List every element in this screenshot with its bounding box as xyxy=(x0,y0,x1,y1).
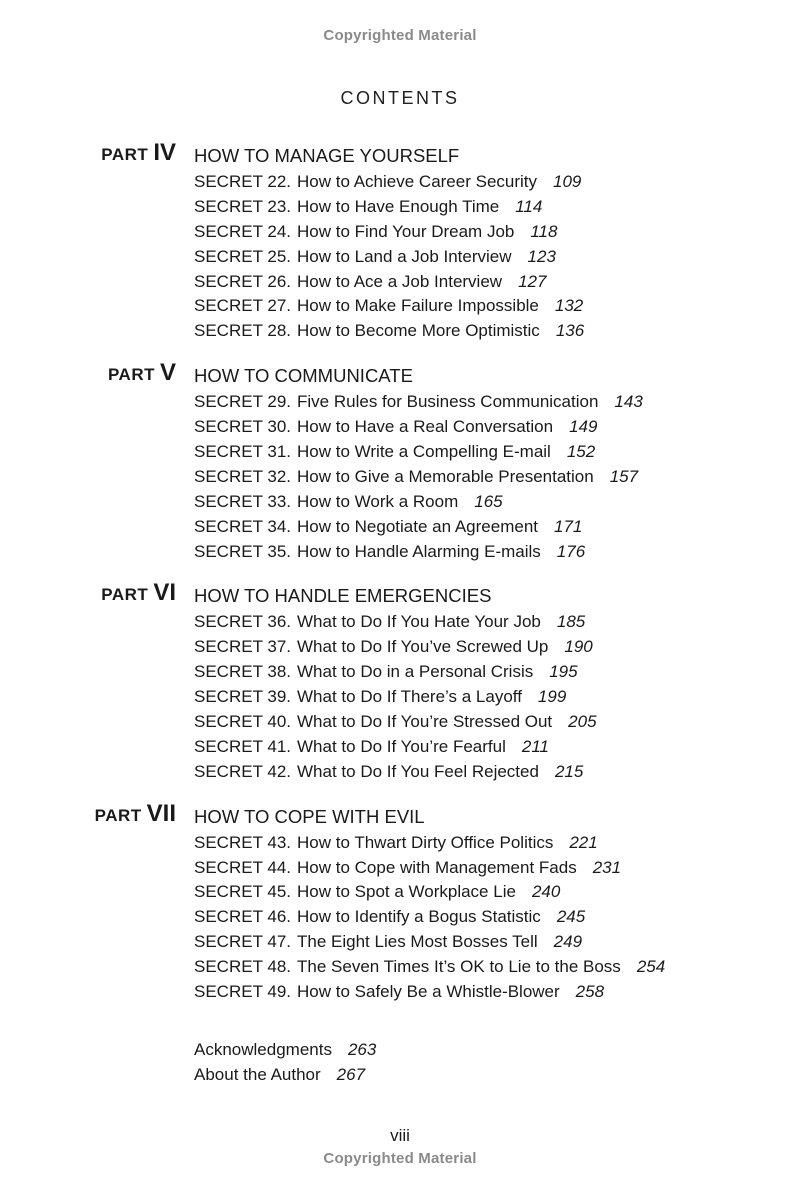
part-label xyxy=(95,800,176,828)
toc-entry xyxy=(0,415,800,440)
secret-title: What to Do If You’re Fearful xyxy=(297,736,506,756)
secret-title: How to Ace a Job Interview xyxy=(297,271,503,291)
secret-title: How to Land a Job Interview xyxy=(297,246,512,266)
part-title: HOW TO COPE WITH EVIL xyxy=(194,805,425,827)
secret-number: SECRET 40. xyxy=(194,712,292,732)
page-ref: 185 xyxy=(556,612,586,632)
secret-title: How to Work a Room xyxy=(297,491,459,511)
page-ref: 211 xyxy=(521,736,549,756)
toc-entry xyxy=(0,980,800,1005)
page-number: viii xyxy=(390,1126,410,1145)
secret-number: SECRET 46. xyxy=(194,907,292,927)
page-ref: 199 xyxy=(537,687,567,707)
page-ref: 267 xyxy=(336,1065,366,1084)
part-word: PART xyxy=(107,365,155,385)
secret-number: SECRET 41. xyxy=(194,736,292,756)
part-title: HOW TO HANDLE EMERGENCIES xyxy=(194,585,492,607)
part-number: VI xyxy=(153,579,176,607)
secret-title: How to Have a Real Conversation xyxy=(297,417,554,437)
secret-number: SECRET 26. xyxy=(194,271,292,291)
part-number: V xyxy=(159,359,176,387)
page-ref: 240 xyxy=(531,882,561,902)
secret-number: SECRET 32. xyxy=(194,466,292,486)
page-ref: 195 xyxy=(549,662,578,682)
page-ref: 114 xyxy=(515,196,543,216)
toc-entry xyxy=(0,710,800,735)
page-ref: 245 xyxy=(556,907,586,927)
part-number: IV xyxy=(153,139,176,166)
page-ref: 249 xyxy=(553,932,583,952)
back-matter-entry xyxy=(0,1062,800,1087)
toc-entry xyxy=(0,245,800,270)
part-label xyxy=(101,579,176,607)
secret-number: SECRET 47. xyxy=(194,932,292,952)
secret-number: SECRET 30. xyxy=(194,417,292,437)
toc-entry xyxy=(0,220,800,245)
part-title: HOW TO MANAGE YOURSELF xyxy=(194,145,460,166)
secret-number: SECRET 34. xyxy=(194,516,292,536)
secret-number: SECRET 45. xyxy=(194,882,292,902)
page-ref: 157 xyxy=(609,466,639,486)
secret-number: SECRET 48. xyxy=(194,957,292,977)
secret-number: SECRET 29. xyxy=(194,392,292,412)
part-title: HOW TO COMMUNICATE xyxy=(194,365,413,387)
toc-part xyxy=(0,360,800,564)
toc-entry xyxy=(0,660,800,685)
copyright-watermark-top: Copyrighted Material xyxy=(323,27,477,44)
toc-entry xyxy=(0,880,800,905)
page-ref: 127 xyxy=(518,271,547,291)
toc-entry xyxy=(0,760,800,785)
page-ref: 136 xyxy=(555,321,585,341)
back-matter-entry xyxy=(0,1037,800,1062)
toc-entry xyxy=(0,515,800,540)
toc-entry xyxy=(0,735,800,760)
secret-title: How to Thwart Dirty Office Politics xyxy=(297,832,554,852)
toc-entry xyxy=(0,294,800,319)
secret-number: SECRET 36. xyxy=(194,612,292,632)
secret-title: What to Do If You Hate Your Job xyxy=(297,612,541,632)
secret-title: The Seven Times It’s OK to Lie to the Boss xyxy=(297,957,621,977)
page-ref: 231 xyxy=(592,857,622,877)
secret-number: SECRET 27. xyxy=(194,296,292,316)
page-ref: 171 xyxy=(554,516,583,536)
secret-title: How to Find Your Dream Job xyxy=(297,221,515,241)
secret-title: How to Make Failure Impossible xyxy=(297,296,539,316)
toc-entry xyxy=(0,685,800,710)
toc-part xyxy=(0,801,800,1005)
page-ref: 221 xyxy=(569,832,598,852)
secret-number: SECRET 49. xyxy=(194,982,292,1002)
toc-entry xyxy=(0,319,800,344)
page-ref: 190 xyxy=(564,637,593,657)
back-matter-title: About the Author xyxy=(194,1065,321,1084)
toc-entry xyxy=(0,610,800,635)
secret-title: How to Write a Compelling E-mail xyxy=(297,442,551,462)
secret-title: What to Do If You Feel Rejected xyxy=(297,761,539,781)
page-ref: 152 xyxy=(566,442,596,462)
secret-title: What to Do If You’re Stressed Out xyxy=(297,712,553,732)
secret-title: How to Spot a Workplace Lie xyxy=(297,882,516,902)
page-ref: 263 xyxy=(347,1040,377,1059)
toc-entry xyxy=(0,856,800,881)
toc-entry xyxy=(0,270,800,295)
page-ref: 254 xyxy=(636,957,666,977)
part-word: PART xyxy=(101,585,149,605)
secret-title: The Eight Lies Most Bosses Tell xyxy=(297,932,538,952)
secret-number: SECRET 31. xyxy=(194,442,292,462)
secret-number: SECRET 43. xyxy=(194,832,292,852)
toc-part xyxy=(0,580,800,784)
part-number: VII xyxy=(146,799,176,827)
page-ref: 123 xyxy=(527,246,556,266)
part-word: PART xyxy=(94,805,142,825)
secret-title: How to Identify a Bogus Statistic xyxy=(297,907,541,927)
page-ref: 143 xyxy=(614,392,643,412)
table-of-contents xyxy=(0,140,800,1021)
part-heading xyxy=(0,360,800,390)
secret-title: How to Handle Alarming E-mails xyxy=(297,541,541,561)
toc-part xyxy=(0,140,800,344)
page-ref: 215 xyxy=(554,761,584,781)
secret-number: SECRET 38. xyxy=(194,662,292,682)
toc-entry xyxy=(0,440,800,465)
secret-number: SECRET 35. xyxy=(194,541,292,561)
page-ref: 165 xyxy=(474,491,503,511)
secret-title: How to Negotiate an Agreement xyxy=(297,516,538,536)
page-ref: 109 xyxy=(553,172,582,191)
secret-number: SECRET 39. xyxy=(194,687,292,707)
page-ref: 258 xyxy=(575,982,605,1002)
toc-entry xyxy=(0,905,800,930)
part-heading xyxy=(0,801,800,831)
secret-number: SECRET 42. xyxy=(194,761,292,781)
secret-number: SECRET 22. xyxy=(194,172,292,191)
part-word: PART xyxy=(101,145,149,164)
secret-number: SECRET 33. xyxy=(194,491,292,511)
secret-number: SECRET 25. xyxy=(194,246,292,266)
secret-title: What to Do in a Personal Crisis xyxy=(297,662,534,682)
toc-entry xyxy=(0,390,800,415)
secret-title: How to Become More Optimistic xyxy=(297,321,540,341)
toc-entry xyxy=(0,490,800,515)
secret-number: SECRET 23. xyxy=(194,196,292,216)
toc-entry xyxy=(0,955,800,980)
secret-title: What to Do If There’s a Layoff xyxy=(297,687,522,707)
page-ref: 149 xyxy=(569,417,598,437)
toc-entry xyxy=(0,540,800,565)
secret-title: How to Cope with Management Fads xyxy=(297,857,577,877)
page-ref: 205 xyxy=(568,712,597,732)
secret-title: How to Safely Be a Whistle-Blower xyxy=(297,982,560,1002)
secret-title: How to Have Enough Time xyxy=(297,196,500,216)
toc-entry xyxy=(0,930,800,955)
part-label xyxy=(101,139,176,167)
page-ref: 176 xyxy=(556,541,586,561)
secret-number: SECRET 37. xyxy=(194,637,292,657)
secret-number: SECRET 28. xyxy=(194,321,292,341)
toc-entry xyxy=(0,635,800,660)
toc-entry xyxy=(0,831,800,856)
secret-number: SECRET 44. xyxy=(194,857,292,877)
page-ref: 132 xyxy=(554,296,584,316)
part-heading xyxy=(0,580,800,610)
secret-title: How to Give a Memorable Presentation xyxy=(297,466,594,486)
contents-heading: CONTENTS xyxy=(340,88,460,108)
back-matter-list xyxy=(0,1037,800,1087)
page-ref: 118 xyxy=(530,221,558,241)
toc-entry xyxy=(0,170,800,195)
part-heading xyxy=(0,140,800,170)
secret-title: Five Rules for Business Communication xyxy=(297,392,599,412)
back-matter-title: Acknowledgments xyxy=(194,1040,332,1059)
toc-entry xyxy=(0,195,800,220)
secret-title: How to Achieve Career Security xyxy=(297,172,538,191)
toc-entry xyxy=(0,465,800,490)
copyright-watermark-bottom: Copyrighted Material xyxy=(323,1150,477,1167)
secret-number: SECRET 24. xyxy=(194,221,292,241)
secret-title: What to Do If You’ve Screwed Up xyxy=(297,637,549,657)
part-label xyxy=(108,359,176,387)
